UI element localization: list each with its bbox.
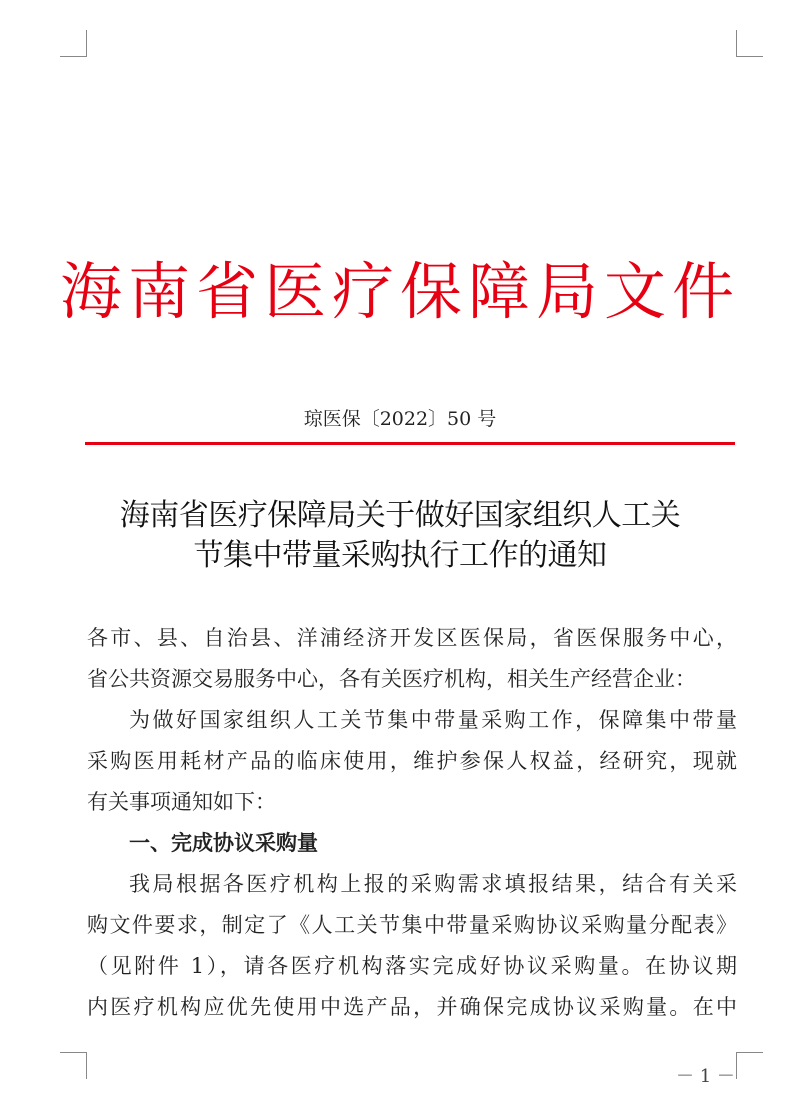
document-number: 琼医保〔2022〕50 号 — [303, 408, 497, 430]
recipients-line: 省公共资源交易服务中心，各有关医疗机构，相关生产经营企业： — [87, 667, 696, 691]
section-line: 购文件要求，制定了《人工关节集中带量采购协议采购量分配表》 — [87, 913, 737, 937]
section-line: 我局根据各医疗机构上报的采购需求填报结果，结合有关采 — [129, 872, 737, 896]
page-number: － 1 － — [676, 1066, 735, 1087]
crop-mark-bottom-left — [60, 1052, 87, 1079]
notice-title-line: 海南省医疗保障局关于做好国家组织人工关 — [119, 498, 681, 533]
intro-line: 采购医用耗材产品的临床使用，维护参保人权益，经研究，现就 — [87, 749, 737, 773]
intro-line: 有关事项通知如下： — [87, 790, 276, 814]
crop-mark-top-right — [736, 30, 763, 57]
recipients-line: 各市、县、自治县、洋浦经济开发区医保局，省医保服务中心， — [87, 626, 737, 650]
crop-mark-top-left — [60, 30, 87, 57]
document-body — [87, 618, 737, 1028]
crop-mark-bottom-right — [736, 1052, 763, 1079]
section-heading: 一、完成协议采购量 — [129, 831, 318, 855]
notice-title-line: 节集中带量采购执行工作的通知 — [193, 538, 607, 573]
red-divider-line — [85, 442, 735, 445]
document-header-title: 海南省医疗保障局文件 — [60, 255, 741, 328]
intro-line: 为做好国家组织人工关节集中带量采购工作，保障集中带量 — [129, 708, 737, 732]
notice-title — [70, 496, 730, 576]
section-line: （见附件 1），请各医疗机构落实完成好协议采购量。在协议期 — [87, 954, 737, 978]
section-line: 内医疗机构应优先使用中选产品，并确保完成协议采购量。在中 — [87, 995, 737, 1019]
